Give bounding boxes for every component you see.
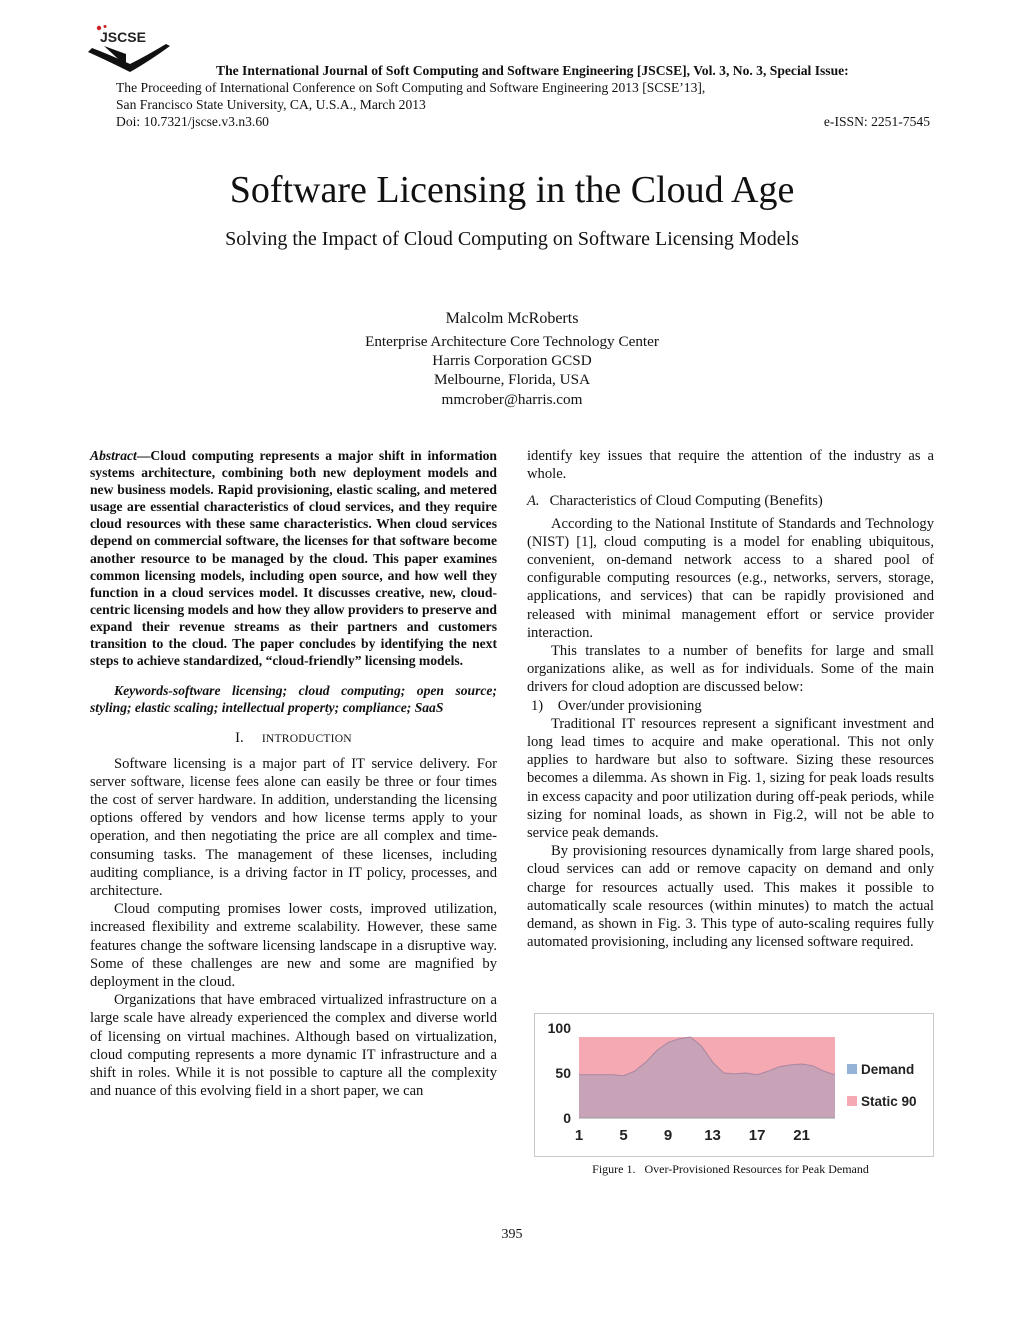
abstract-dash: — [136, 448, 151, 463]
nist-paragraph: According to the National Institute of Standards and Technology (NIST) [1], cloud computing is a model for enabling ubiquitous, convenient, on-demand network access to a shared pool of configurable computing resources (e.g., networks, servers, storage, applications, and services) that can be rapidly provisioned and released with minimal management effort or service provider interaction. [527, 515, 934, 641]
y-tick-label: 50 [555, 1065, 571, 1081]
benefits-paragraph: This translates to a number of benefits for large and small organizations alike, as well as for individuals. Some of the main drivers for cloud adoption are discussed below: [527, 643, 934, 696]
provisioning-paragraph: Traditional IT resources represent a significant investment and long lead times to acquire and make operational. This not only applies to hardware but also to software. Sizing these resources becomes a dilemma. As shown in Fig. 1, sizing for peak loads results in excess capacity and poor utilization during off-peak periods, while sizing for nominal loads, as shown in Fig.2, will not be able to service peak demands. [527, 715, 934, 842]
caption-label: Figure 1. [592, 1162, 636, 1176]
legend-label: Static 90 [861, 1094, 917, 1109]
author-name: Malcolm McRoberts [445, 310, 579, 327]
y-tick-label: 0 [563, 1110, 571, 1126]
abstract [90, 447, 497, 669]
x-tick-label: 13 [704, 1127, 721, 1144]
paper-subtitle: Solving the Impact of Cloud Computing on Software Licensing Models [225, 228, 799, 250]
subsection-heading [527, 492, 934, 510]
x-tick-label: 17 [748, 1127, 766, 1144]
x-tick-label: 9 [663, 1127, 673, 1144]
author-email: mmcrober@harris.com [441, 391, 583, 408]
jscse-logo [86, 24, 172, 74]
caption-text: Over-Provisioned Resources for Peak Demand [644, 1162, 869, 1176]
proceeding-line: The Proceeding of International Conference on Soft Computing and Software Engineering 2013 [SCSE’13], [116, 80, 706, 95]
figure-caption [527, 1162, 934, 1177]
list-title: Over/under provisioning [557, 697, 702, 714]
legend-swatch [847, 1096, 857, 1106]
legend-label: Demand [861, 1062, 915, 1077]
left-column [90, 447, 497, 1100]
right-column [527, 447, 934, 951]
logo-text: JSCSE [100, 29, 146, 45]
dynamic-paragraph: By provisioning resources dynamically from large shared pools, cloud services can add or remove capacity on demand and only charge for resources actually used. This makes it possible to automatically scale resources (within minutes) to match the actual demand, as shown in Fig. 3. This type of auto-scaling requires fully automated provisioning, including any licensed software required. [527, 843, 934, 951]
venue-line: San Francisco State University, CA, U.S.A., March 2013 [116, 97, 426, 112]
journal-title-line: The International Journal of Soft Computing and Software Engineering [JSCSE], Vol. 3, No. 3, Special Issue: [216, 63, 849, 78]
page-number: 395 [501, 1227, 523, 1242]
section-title: INTRODUCTION [261, 732, 352, 746]
figure-1-chart [534, 1013, 934, 1157]
doi: Doi: 10.7321/jscse.v3.n3.60 [116, 114, 269, 129]
abstract-text: Cloud computing represents a major shift in information systems architecture, combining both new deployment models and new business models. Rapid provisioning, elastic scaling, and metered usage are essential characteristics of cloud services, and they require cloud resources with these same characteristics. When cloud services depend on commercial software, the licenses for that software become another resource to be managed by the cloud. This paper examines common licensing models, including open source, and how well they function in a cloud services model. It discusses creative, new, cloud-centric licensing models and how they allow providers to preserve and expand their revenue streams as their partners and customers transition to the cloud. The paper concludes by identifying the next steps to achieve standardized, “cloud-friendly” licensing models. [90, 448, 497, 669]
keywords: Keywords-software licensing; cloud computing; open source; styling; elastic scaling; intellectual property; compliance; SaaS [90, 683, 497, 716]
author-affiliation: Enterprise Architecture Core Technology Center [365, 333, 659, 350]
abstract-label: Abstract [90, 448, 137, 463]
section-heading-introduction [90, 729, 497, 748]
y-tick-label: 100 [547, 1020, 571, 1036]
section-number: I. [235, 730, 244, 747]
x-tick-label: 5 [619, 1127, 628, 1144]
intro-paragraph-3: Organizations that have embraced virtualized infrastructure on a large scale have already experienced the complex and diverse world of licensing on virtual machines. Although based on virtualization, cloud computing represents a more dynamic IT infrastructure and a shift in roles. While it is not possible to capture all the complexity and nuance of this evolving field in a short paper, we can [90, 992, 497, 1100]
eissn: e-ISSN: 2251-7545 [823, 114, 930, 129]
subsection-title: Characteristics of Cloud Computing (Benefits) [549, 493, 823, 510]
author-organization: Harris Corporation GCSD [432, 352, 592, 369]
list-number: 1) [531, 697, 544, 714]
continued-paragraph: identify key issues that require the attention of the industry as a whole. [527, 448, 934, 483]
intro-paragraph-1: Software licensing is a major part of IT service delivery. For server software, license fees alone can easily be three or four times the cost of server hardware. In addition, understanding the licensing options offered by vendors and how license terms apply to your operation, and then negotiating the price are all complex and time-consuming tasks. The management of these licenses, including auditing compliance, is a driving factor in IT policy, processes, and architecture. [90, 755, 497, 900]
paper-title: Software Licensing in the Cloud Age [229, 169, 795, 211]
x-tick-label: 21 [793, 1127, 810, 1144]
subsection-letter: A. [527, 493, 540, 510]
list-heading [527, 697, 934, 715]
intro-paragraph-2: Cloud computing promises lower costs, improved utilization, increased flexibility and extreme scalability. However, these same features change the software licensing landscape in a disruptive way. Some of these challenges are new and some are magnified by deployment in the cloud. [90, 901, 497, 991]
legend-swatch [847, 1064, 857, 1074]
x-tick-label: 1 [574, 1127, 584, 1144]
author-location: Melbourne, Florida, USA [433, 371, 591, 388]
chart-svg [535, 1014, 933, 1156]
